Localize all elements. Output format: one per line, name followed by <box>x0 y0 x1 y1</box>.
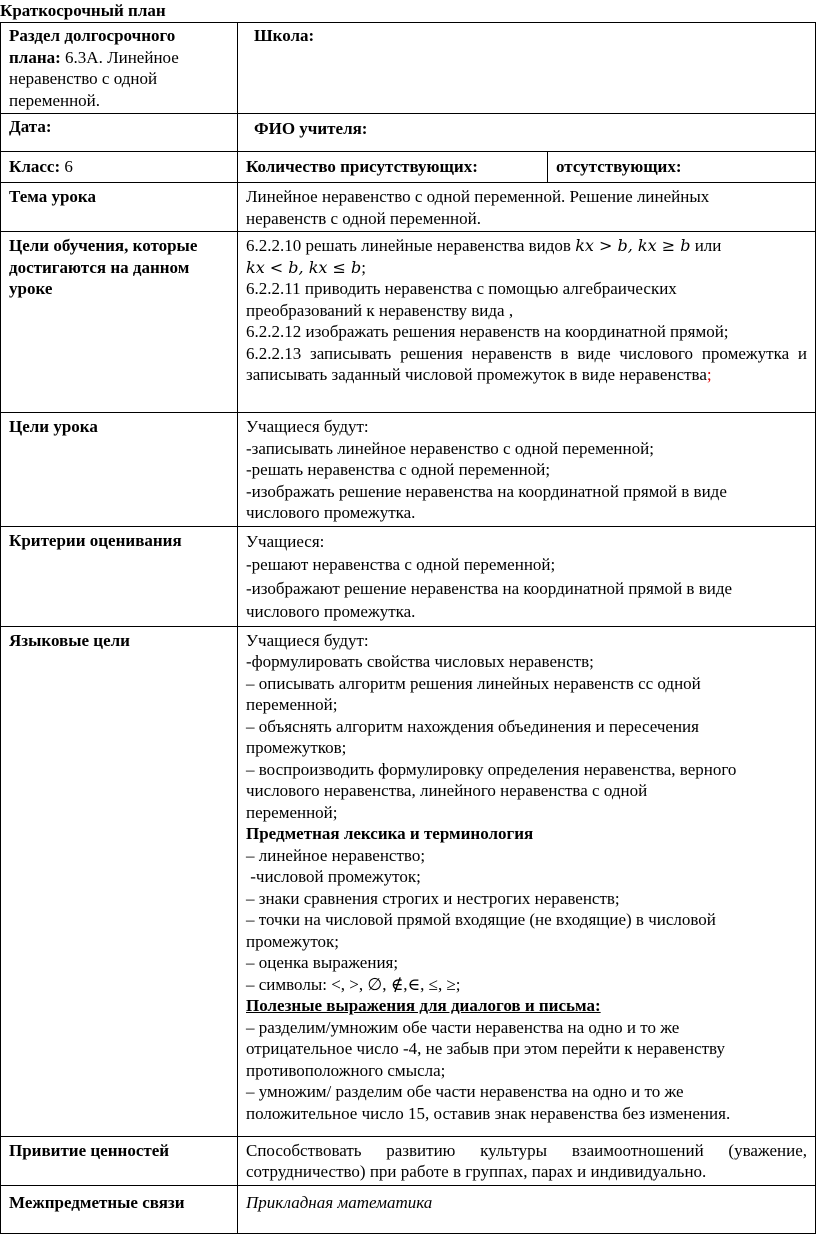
objective-2: 6.2.2.11 приводить неравенства с помощью алгебраических <box>246 279 677 298</box>
lesson-goal-line: -решать неравенства с одной переменной; <box>246 460 551 479</box>
values-line: Способствовать развитию культуры взаимоотношений (уважение, <box>246 1140 807 1160</box>
objective-4-line: неравенства <box>619 365 707 384</box>
class-row <box>1 152 816 183</box>
class-label: Класс: <box>9 157 61 176</box>
phrase-line: положительное число 15, оставив знак неравенства без изменения. <box>246 1103 731 1123</box>
objectives-row <box>1 232 816 413</box>
objective-2-cont: преобразований к неравенству вида , <box>246 300 514 320</box>
lesson-goals-content <box>238 413 816 527</box>
criteria-content <box>238 526 816 626</box>
phrases-heading: Полезные выражения для диалогов и письма: <box>246 996 601 1015</box>
topic-line: Линейное неравенство с одной переменной. Решение линейных <box>246 187 710 206</box>
criteria-line: числового промежутка. <box>246 602 416 621</box>
vocab-line: – линейное неравенство; <box>246 845 426 865</box>
vocab-line: – точки на числовой прямой входящие (не входящие) в числовой <box>246 910 716 929</box>
cross-subject-value: Прикладная математика <box>238 1185 816 1233</box>
lesson-goal-line: числового промежутка. <box>246 503 416 522</box>
absent-label: отсутствующих: <box>548 152 816 183</box>
school-cell: Школа: <box>238 23 816 114</box>
language-line: – описывать алгоритм решения линейных неравенств сс одной <box>246 673 701 693</box>
phrase-line: противоположного смысла; <box>246 1060 446 1080</box>
section-value: 6.3А. Линейное неравенство с одной переменной. <box>9 47 179 110</box>
cross-subject-row <box>1 1185 816 1233</box>
language-line: переменной; <box>246 695 338 714</box>
class-value: 6 <box>64 157 73 176</box>
values-line: сотрудничество) при работе в группах, парах и индивидуально. <box>246 1162 707 1181</box>
language-line: Учащиеся будут: <box>246 630 369 650</box>
objective-1-text: 6.2.2.10 решать линейные неравенства видов <box>246 236 571 255</box>
language-line: переменной; <box>246 802 338 822</box>
criteria-line: Учащиеся: <box>246 531 325 551</box>
language-content <box>238 626 816 1136</box>
objective-3: 6.2.2.12 изображать решения неравенств на координатной прямой; <box>246 322 729 341</box>
topic-line: неравенств с одной переменной. <box>246 208 481 228</box>
section-row <box>1 23 816 114</box>
objective-1 <box>246 235 807 257</box>
phrase-line: отрицательное число -4, не забыв при этом перейти к неравенству <box>246 1039 725 1058</box>
language-line: промежутков; <box>246 738 347 757</box>
objective-4-semicolon: ; <box>706 365 712 384</box>
objective-1-math-a: kx > b, kx ≥ b <box>575 236 691 255</box>
objectives-label-line: Цели обучения, которые <box>9 236 198 255</box>
objective-1-math-b: kx < b, kx ≤ b <box>246 257 362 277</box>
teacher-label: ФИО учителя: <box>238 114 816 152</box>
lesson-goals-row <box>1 413 816 527</box>
vocab-symbols-line: – символы: <, >, ∅, ∉,∈, ≤, ≥; <box>246 974 461 994</box>
lesson-goals-label: Цели урока <box>1 413 238 527</box>
date-row <box>1 114 816 152</box>
lesson-plan-table <box>0 22 816 1234</box>
objectives-label-line: достигаются на данном <box>9 257 190 277</box>
objectives-content <box>238 232 816 413</box>
criteria-line: -изображают решение неравенства на координатной прямой в виде <box>246 578 733 598</box>
phrase-line: – разделим/умножим обе части неравенства на одно и то же <box>246 1017 680 1037</box>
topic-row <box>1 183 816 232</box>
section-cell <box>1 23 238 114</box>
objective-1-end: ; <box>361 257 366 277</box>
lesson-goal-line: Учащиеся будут: <box>246 417 369 436</box>
objective-4-line: 6.2.2.13 записывать решения неравенств в виде числового <box>246 343 694 363</box>
vocab-line: -числовой промежуток; <box>246 867 421 886</box>
phrase-line: – умножим/ разделим обе части неравенства на одно и то же <box>246 1082 684 1101</box>
language-line: числового неравенства, линейного неравенства с одной <box>246 781 648 800</box>
topic-value <box>238 183 816 232</box>
values-content <box>238 1136 816 1185</box>
present-label: Количество присутствующих: <box>238 152 548 183</box>
objective-1-or: или <box>694 236 722 255</box>
criteria-label: Критерии оценивания <box>1 526 238 626</box>
lesson-goal-line: -изображать решение неравенства на координатной прямой в виде <box>246 481 727 501</box>
values-row <box>1 1136 816 1185</box>
language-line: – объяснять алгоритм нахождения объединения и пересечения <box>246 716 699 736</box>
criteria-line: -решают неравенства с одной переменной; <box>246 555 556 574</box>
vocab-heading: Предметная лексика и терминология <box>246 824 534 843</box>
objectives-label-line: уроке <box>9 279 53 298</box>
document-title: Краткосрочный план <box>0 1 166 20</box>
lesson-goal-line: -записывать линейное неравенство с одной переменной; <box>246 438 654 458</box>
vocab-line: промежуток; <box>246 931 340 951</box>
values-label: Привитие ценностей <box>1 1136 238 1185</box>
objectives-label <box>1 232 238 413</box>
date-label: Дата: <box>1 114 238 152</box>
section-label: Раздел долгосрочного плана: <box>9 26 176 67</box>
language-row <box>1 626 816 1136</box>
vocab-line: – оценка выражения; <box>246 953 399 972</box>
cross-subject-label: Межпредметные связи <box>1 1185 238 1233</box>
language-label: Языковые цели <box>1 626 238 1136</box>
objective-1-cont <box>246 257 807 279</box>
vocab-line: – знаки сравнения строгих и нестрогих неравенств; <box>246 888 620 908</box>
criteria-row <box>1 526 816 626</box>
objective-4-line: промежутка и записывать заданный числовой промежуток в виде <box>246 343 807 384</box>
language-line: -формулировать свойства числовых неравенств; <box>246 652 594 671</box>
class-cell <box>1 152 238 183</box>
topic-label: Тема урока <box>1 183 238 232</box>
language-line: – воспроизводить формулировку определения неравенства, верного <box>246 759 737 779</box>
objective-4 <box>246 343 807 386</box>
